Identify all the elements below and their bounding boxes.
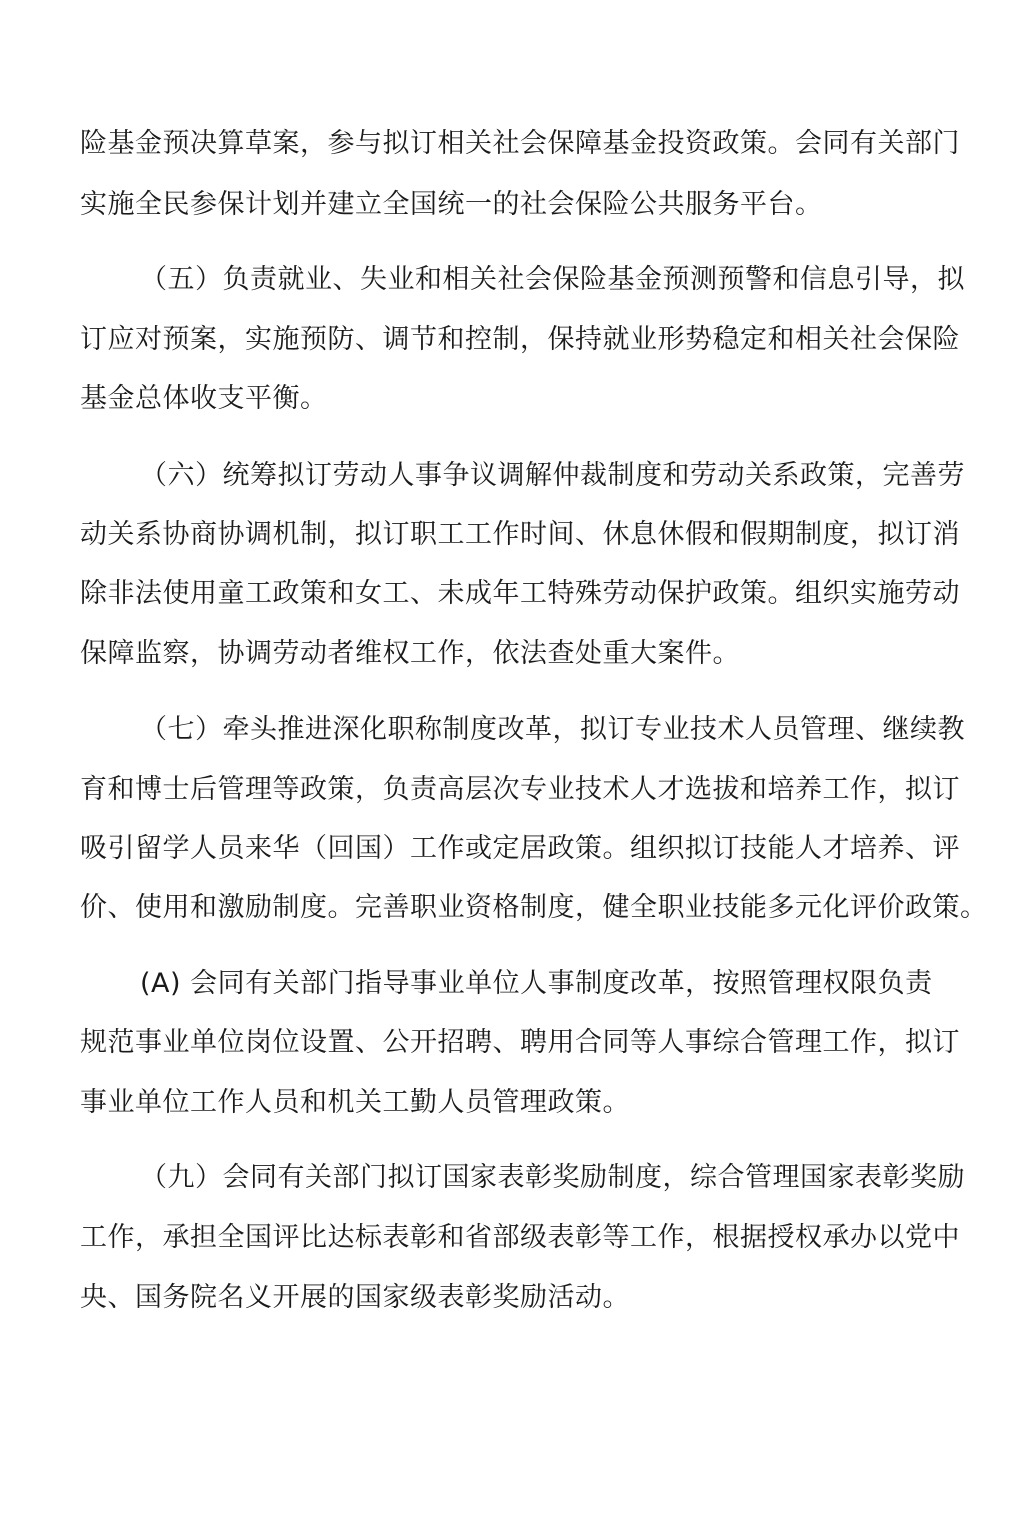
paragraph-line: 险基金预决算草案，参与拟订相关社会保障基金投资政策。会同有关部门 <box>80 128 960 159</box>
paragraph-line: 除非法使用童工政策和女工、未成年工特殊劳动保护政策。组织实施劳动 <box>80 578 960 609</box>
paragraph-line: （七）牵头推进深化职称制度改革，拟订专业技术人员管理、继续教 <box>140 714 965 745</box>
paragraph-line: 实施全民参保计划并建立全国统一的社会保险公共服务平台。 <box>80 189 823 220</box>
paragraph-line: 吸引留学人员来华（回国）工作或定居政策。组织拟订技能人才培养、评 <box>80 833 960 864</box>
paragraph-line: 规范事业单位岗位设置、公开招聘、聘用合同等人事综合管理工作，拟订 <box>80 1027 960 1058</box>
paragraph-line: 订应对预案，实施预防、调节和控制，保持就业形势稳定和相关社会保险 <box>80 324 960 355</box>
paragraph-line: 动关系协商协调机制，拟订职工工作时间、休息休假和假期制度，拟订消 <box>80 519 960 550</box>
paragraph-line: 育和博士后管理等政策，负责高层次专业技术人才选拔和培养工作，拟订 <box>80 774 960 805</box>
paragraph-line: 工作，承担全国评比达标表彰和省部级表彰等工作，根据授权承办以党中 <box>80 1222 960 1253</box>
paragraph-line: 基金总体收支平衡。 <box>80 383 328 414</box>
paragraph-line: （五）负责就业、失业和相关社会保险基金预测预警和信息引导，拟 <box>140 264 965 295</box>
paragraph-line: 价、使用和激励制度。完善职业资格制度，健全职业技能多元化评价政策。 <box>80 892 988 923</box>
paragraph-line: （六）统筹拟订劳动人事争议调解仲裁制度和劳动关系政策，完善劳 <box>140 460 965 491</box>
paragraph-line: (A) 会同有关部门指导事业单位人事制度改革，按照管理权限负责 <box>140 968 933 999</box>
paragraph-line: （九）会同有关部门拟订国家表彰奖励制度，综合管理国家表彰奖励 <box>140 1162 965 1193</box>
paragraph-line: 央、国务院名义开展的国家级表彰奖励活动。 <box>80 1282 630 1313</box>
paragraph-line: 保障监察，协调劳动者维权工作，依法查处重大案件。 <box>80 638 740 669</box>
paragraph-line: 事业单位工作人员和机关工勤人员管理政策。 <box>80 1087 630 1118</box>
